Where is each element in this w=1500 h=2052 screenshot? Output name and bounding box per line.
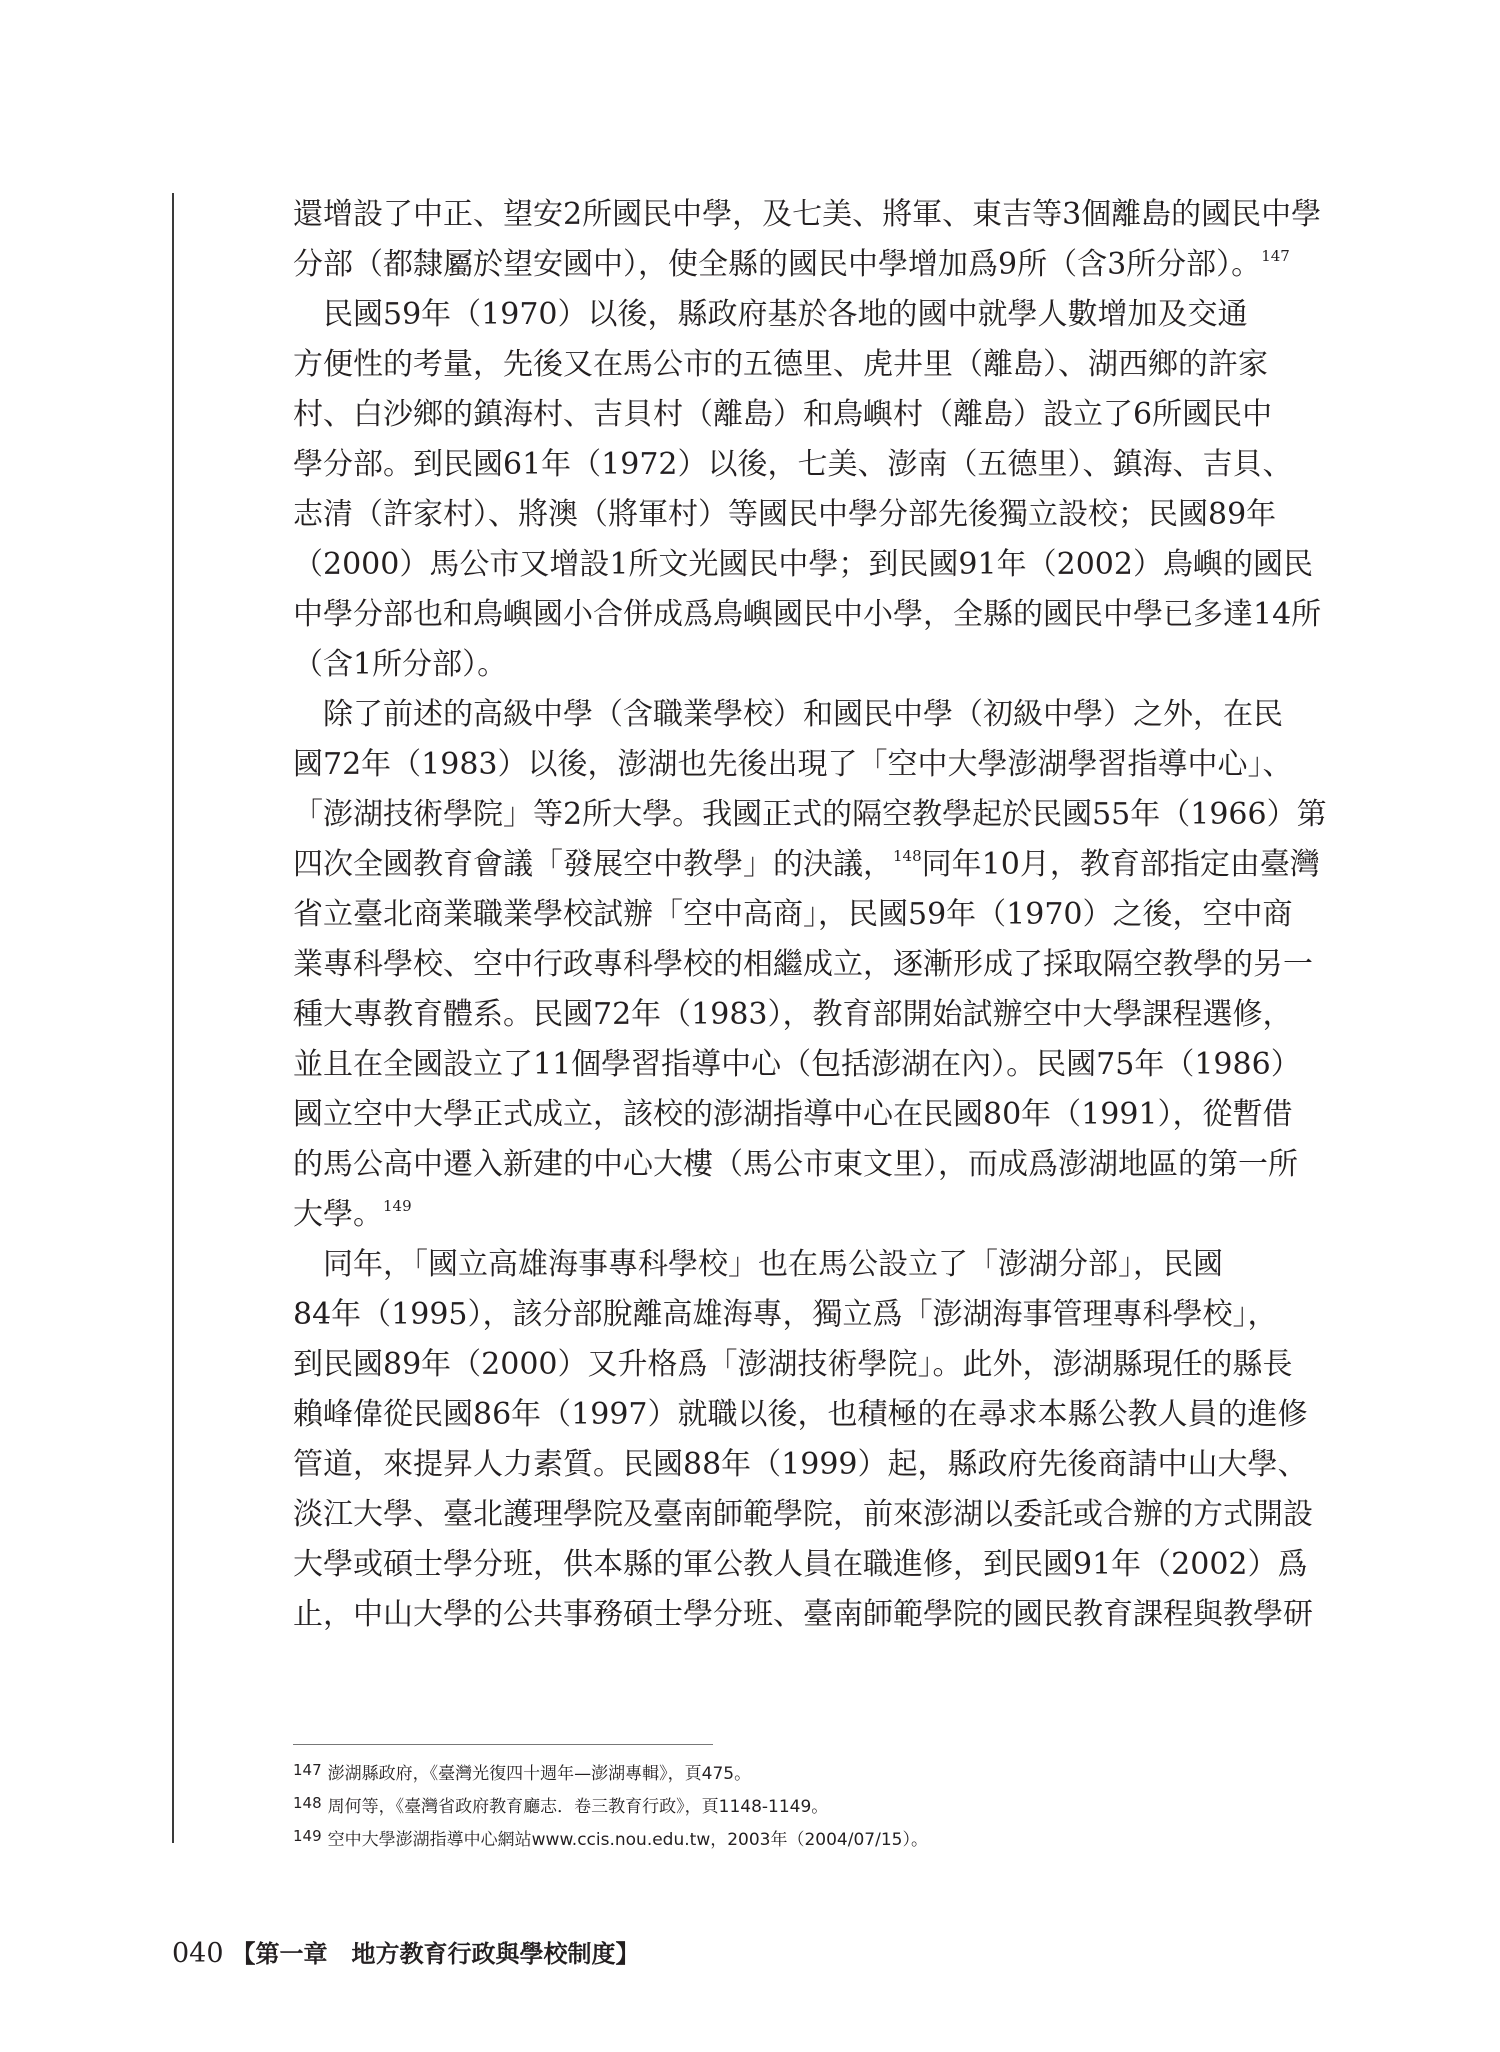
text-line: 淡江大學、臺北護理學院及臺南師範學院，前來澎湖以委託或合辦的方式開設	[293, 1497, 1313, 1532]
chapter-title: 【第一章 地方教育行政與學校制度】	[231, 1940, 640, 1968]
footnote-text: 周何等，《臺灣省政府教育廳志．卷三教育行政》，頁1148-1149。	[327, 1797, 829, 1817]
margin-rule	[172, 193, 174, 1843]
text-line: 業專科學校、空中行政專科學校的相繼成立，逐漸形成了採取隔空教學的另一	[293, 947, 1313, 982]
footnote-number: 148	[293, 1794, 322, 1812]
text-line: 民國59年（1970）以後，縣政府基於各地的國中就學人數增加及交通	[293, 297, 1248, 332]
text-line: 省立臺北商業職業學校試辦「空中高商」，民國59年（1970）之後，空中商	[293, 897, 1293, 932]
footnote-text: 澎湖縣政府，《臺灣光復四十週年—澎湖專輯》，頁475。	[327, 1764, 752, 1784]
text-line: 同年，「國立高雄海事專科學校」也在馬公設立了「澎湖分部」，民國	[293, 1247, 1223, 1282]
text-line: 還增設了中正、望安2所國民中學，及七美、將軍、東吉等3個離島的國民中學	[293, 197, 1322, 232]
text-line: （含1所分部）。	[293, 647, 508, 682]
footnotes	[293, 1758, 1323, 1857]
footnote-ref: 147	[1261, 247, 1290, 265]
text-line: 村、白沙鄉的鎮海村、吉貝村（離島）和鳥嶼村（離島）設立了6所國民中	[293, 397, 1273, 432]
text-line: 除了前述的高級中學（含職業學校）和國民中學（初級中學）之外，在民	[293, 697, 1283, 732]
text-line: （2000）馬公市又增設1所文光國民中學；到民國91年（2002）鳥嶼的國民	[293, 547, 1313, 582]
footnote	[293, 1824, 1323, 1857]
text-line: 大學。$^{149}$	[293, 1197, 412, 1232]
text-line: 志清（許家村）、將澳（將軍村）等國民中學分部先後獨立設校；民國89年	[293, 497, 1277, 532]
text-line: 國72年（1983）以後，澎湖也先後出現了「空中大學澎湖學習指導中心」、	[293, 747, 1293, 782]
footnote-divider	[293, 1744, 713, 1745]
text-line: 中學分部也和鳥嶼國小合併成爲鳥嶼國民中小學，全縣的國民中學已多達14所	[293, 597, 1322, 632]
main-text	[293, 190, 1327, 1640]
footnote	[293, 1791, 1323, 1824]
text-line: 並且在全國設立了11個學習指導中心（包括澎湖在內）。民國75年（1986）	[293, 1047, 1301, 1082]
text-line: 「澎湖技術學院」等2所大學。我國正式的隔空教學起於民國55年（1966）第	[293, 797, 1327, 832]
text-line: 四次全國教育會議「發展空中教學」的決議，$^{148}$同年10月，教育部指定由臺灣	[293, 847, 1320, 882]
text-line: 賴峰偉從民國86年（1997）就職以後，也積極的在尋求本縣公教人員的進修	[293, 1397, 1308, 1432]
text-line: 學分部。到民國61年（1972）以後，七美、澎南（五德里）、鎮海、吉貝、	[293, 447, 1293, 482]
page-number: 040	[172, 1938, 224, 1969]
page-footer	[172, 1934, 640, 1974]
text-line: 分部（都隸屬於望安國中），使全縣的國民中學增加爲9所（含3所分部）。$^{147}$	[293, 247, 1290, 282]
footnote-ref: 148	[893, 847, 922, 865]
text-line: 大學或碩士學分班，供本縣的軍公教人員在職進修，到民國91年（2002）爲	[293, 1547, 1308, 1582]
text-line: 管道，來提昇人力素質。民國88年（1999）起，縣政府先後商請中山大學、	[293, 1447, 1308, 1482]
text-line: 的馬公高中遷入新建的中心大樓（馬公市東文里），而成爲澎湖地區的第一所	[293, 1147, 1298, 1182]
text-line: 方便性的考量，先後又在馬公市的五德里、虎井里（離島）、湖西鄉的許家	[293, 347, 1268, 382]
footnote-number: 149	[293, 1827, 322, 1845]
text-line: 止，中山大學的公共事務碩士學分班、臺南師範學院的國民教育課程與教學研	[293, 1597, 1313, 1632]
text-line: 84年（1995），該分部脫離高雄海專，獨立爲「澎湖海事管理專科學校」，	[293, 1297, 1278, 1332]
text-line: 種大專教育體系。民國72年（1983），教育部開始試辦空中大學課程選修，	[293, 997, 1293, 1032]
text-line: 到民國89年（2000）又升格爲「澎湖技術學院」。此外，澎湖縣現任的縣長	[293, 1347, 1293, 1382]
footnote-text: 空中大學澎湖指導中心網站www.ccis.nou.edu.tw，2003年（2004/07/15）。	[327, 1830, 928, 1850]
footnote-number: 147	[293, 1761, 322, 1779]
text-line: 國立空中大學正式成立，該校的澎湖指導中心在民國80年（1991），從暫借	[293, 1097, 1293, 1132]
footnote-ref: 149	[383, 1197, 412, 1215]
footnote	[293, 1758, 1323, 1791]
